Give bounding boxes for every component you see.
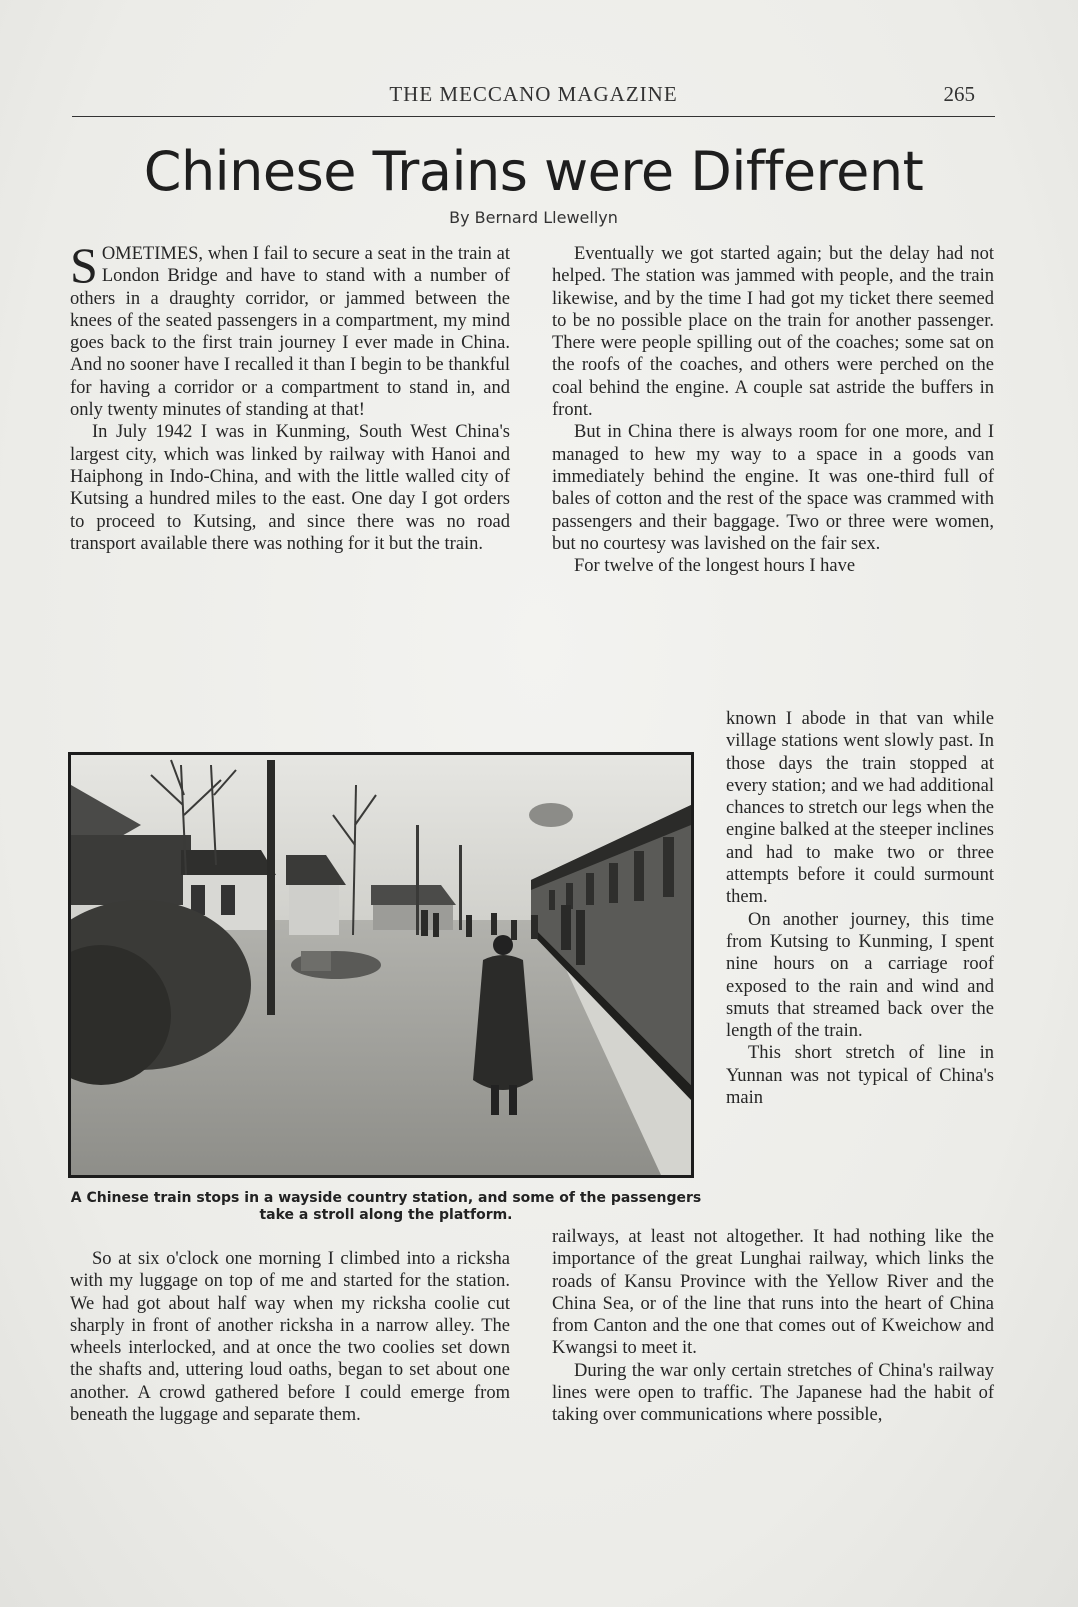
photo-illustration	[71, 755, 691, 1175]
paragraph-5-start: For twelve of the longest hours I have	[574, 556, 856, 577]
column-right-top	[552, 243, 994, 577]
article-title: Chinese Trains were Different	[143, 140, 924, 203]
caption-line-1: A Chinese train stops in a wayside country station, and some of the passengers	[70, 1190, 702, 1206]
paragraph-8: During the war only certain stretches of China's railway lines were open to traffic. The Japanese had the habit of taking over communications where possible,	[552, 1360, 994, 1426]
paragraph-7-rest: railways, at least not altogether. It had nothing like the importance of the great Lunghai railway, which links the roads of Kansu Province with the Yellow River and the China Sea, or of the line that runs into the heart of China from Canton and the one that comes out of Kweichow and Kwangsi to meet it.	[552, 1227, 994, 1359]
photo-caption	[56, 1190, 716, 1224]
paragraph-3: Eventually we got started again; but the delay had not helped. The station was jammed with people, and the train likewise, and by the time I had got my ticket there seemed to be no possible place on the train for another passenger. There were people spilling out of the coaches; some sat on the roofs of the coaches, and others were perched on the coal behind the engine. A couple sat astride the buffers in front.	[552, 244, 994, 421]
caption-line-2: take a stroll along the platform.	[259, 1207, 513, 1223]
paragraph-9: So at six o'clock one morning I climbed into a ricksha with my luggage on top of me and started for the station. We had got about half way when my ricksha coolie cut sharply in front of another ricksha in a narrow alley. The wheels interlocked, and at once the two coolies set down the shafts and, uttering loud oaths, began to set about one another. A crowd gathered before I could emerge from beneath the luggage and separate them.	[70, 1249, 510, 1426]
column-beside-photo	[726, 708, 994, 1109]
paragraph-6: On another journey, this time from Kutsing to Kunming, I spent nine hours on a carriage roof exposed to the rain and wind and smuts that streamed back over the length of the train.	[726, 909, 994, 1042]
paragraph-1	[70, 237, 510, 421]
paragraph-1-text: OMETIMES, when I fail to secure a seat in the train at London Bridge and have to stand with a number of others in a draughty corridor, or jammed between the knees of the seated passengers in a compartment, my mind goes back to the first train journey I ever made in China. And no sooner have I recalled it than I begin to be thankful for having a corridor or a compartment to stand in, and only twenty minutes of standing at that!	[70, 244, 510, 421]
page-number: 265	[943, 82, 975, 106]
train-station-photo	[68, 752, 694, 1178]
column-left-top	[70, 237, 510, 555]
magazine-name: THE MECCANO MAGAZINE	[389, 82, 678, 106]
paragraph-7-start: This short stretch of line in Yunnan was not typical of China's main	[726, 1043, 994, 1109]
column-right-bottom	[552, 1226, 994, 1427]
page-header	[72, 82, 995, 117]
paragraph-2: In July 1942 I was in Kunming, South West China's largest city, which was linked by railway with Hanoi and Haiphong in Indo-China, and with the little walled city of Kutsing a hundred miles to the east. One day I got orders to proceed to Kutsing, and since there was no road transport available there was nothing for it but the train.	[70, 422, 510, 554]
article-byline: By Bernard Llewellyn	[449, 208, 618, 227]
paragraph-4: But in China there is always room for one more, and I managed to hew my way to a space in a goods van immediately behind the engine. It was one-third full of bales of cotton and the rest of the space was crammed with passengers and their baggage. Two or three were women, but no courtesy was lavished on the fair sex.	[552, 422, 994, 554]
drop-cap: S	[70, 237, 98, 293]
column-left-bottom	[70, 1248, 510, 1426]
paragraph-5-rest: known I abode in that van while village stations went slowly past. In those days the train stopped at every station; and we had additional chances to stretch our legs when the engine balked at the steeper inclines and had to make two or three attempts before it could surmount them.	[726, 709, 994, 908]
